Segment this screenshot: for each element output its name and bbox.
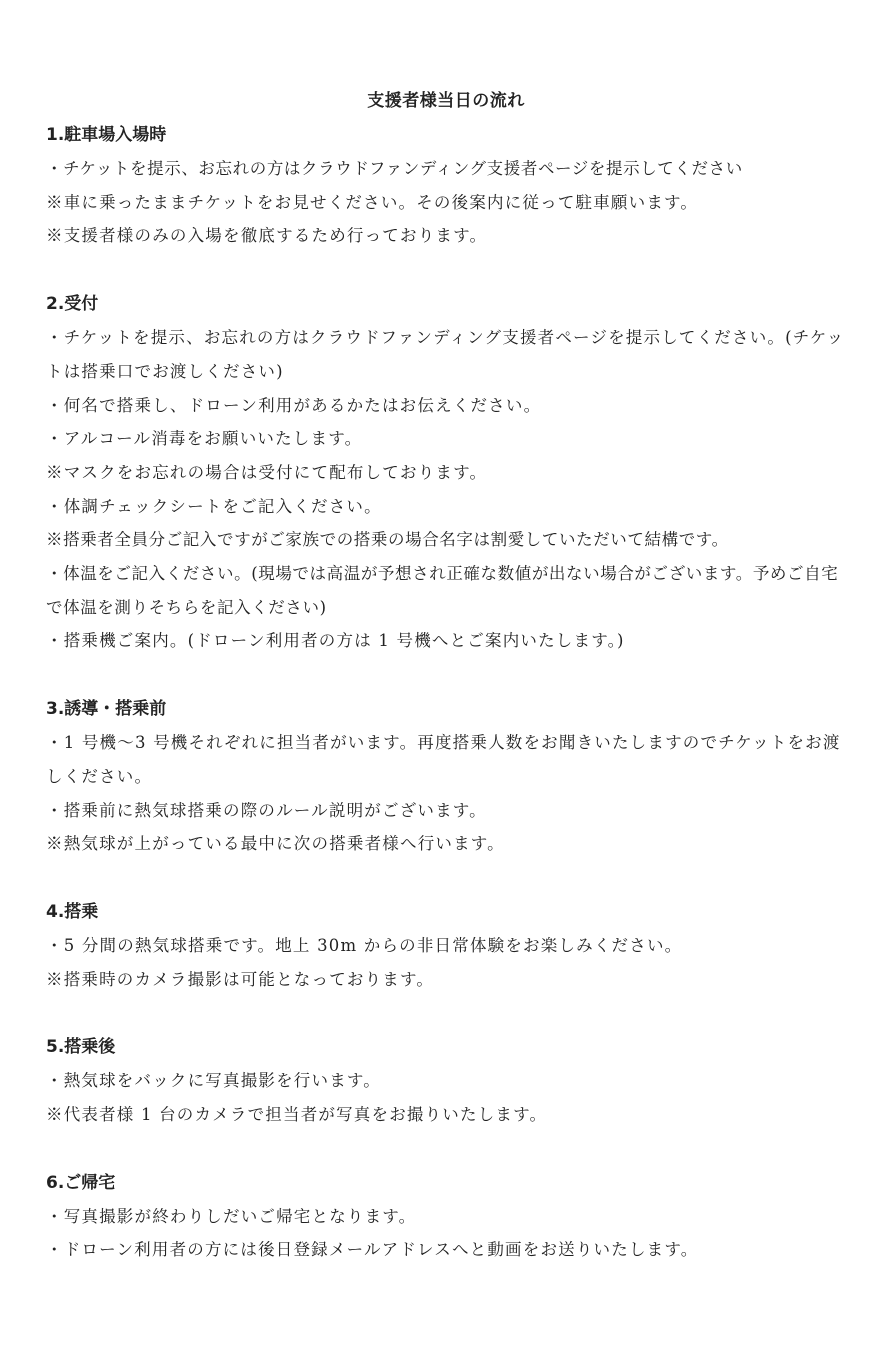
section-heading: 4.搭乗	[46, 901, 99, 922]
section-line: ・アルコール消毒をお願いいたします。	[46, 429, 363, 449]
section-line: ・熱気球をバックに写真撮影を行います。	[46, 1071, 381, 1091]
section-line: ※車に乗ったままチケットをお見せください。その後案内に従って駐車願います。	[46, 192, 699, 212]
section-line: ・体調チェックシートをご記入ください。	[46, 496, 382, 516]
section-line: ・搭乗機ご案内。(ドローン利用者の方は 1 号機へとご案内いたします。)	[46, 631, 625, 651]
section-line: ※マスクをお忘れの場合は受付にて配布しております。	[46, 462, 488, 482]
section-line: ※代表者様 1 台のカメラで担当者が写真をお撮りいたします。	[46, 1105, 548, 1125]
section-line: ・搭乗前に熱気球搭乗の際のルール説明がございます。	[46, 800, 487, 820]
section-line: ※搭乗者全員分ご記入ですがご家族での搭乗の場合名字は割愛していただいて結構です。	[46, 530, 729, 550]
section-line: ・チケットを提示、お忘れの方はクラウドファンディング支援者ページを提示してください	[46, 159, 743, 178]
section-return-home	[46, 1166, 846, 1267]
section-heading: 5.搭乗後	[46, 1037, 116, 1058]
section-line: ・体温をご記入ください。(現場では高温が予想され正確な数値が出ない場合がございます。予めご自宅で体温を測りそちらを記入ください)	[46, 564, 839, 617]
section-line: ・何名で搭乗し、ドローン利用があるかたはお伝えください。	[46, 395, 542, 415]
section-line: ・1 号機〜3 号機それぞれに担当者がいます。再度搭乗人数をお聞きいたしますのでチケットをお渡しください。	[46, 733, 841, 786]
section-line: ・ドローン利用者の方には後日登録メールアドレスへと動画をお送りいたします。	[46, 1240, 699, 1260]
section-heading: 2.受付	[46, 294, 99, 315]
section-guidance	[46, 692, 846, 861]
section-reception	[46, 287, 846, 658]
document-page	[46, 84, 846, 1267]
section-parking	[46, 118, 846, 253]
section-line: ※搭乗時のカメラ撮影は可能となっております。	[46, 969, 435, 989]
section-line: ※熱気球が上がっている最中に次の搭乗者様へ行います。	[46, 834, 505, 854]
document-title: 支援者様当日の流れ	[367, 91, 525, 111]
section-heading: 1.駐車場入場時	[46, 125, 167, 145]
section-line: ・チケットを提示、お忘れの方はクラウドファンディング支援者ページを提示してください。(チケットは搭乗口でお渡しください)	[46, 328, 845, 381]
section-line: ・5 分間の熱気球搭乗です。地上 30m からの非日常体験をお楽しみください。	[46, 935, 683, 955]
section-line: ※支援者様のみの入場を徹底するため行っております。	[46, 226, 488, 246]
section-after-boarding	[46, 1030, 846, 1131]
section-line: ・写真撮影が終わりしだいご帰宅となります。	[46, 1206, 417, 1226]
section-boarding	[46, 895, 846, 996]
section-heading: 6.ご帰宅	[46, 1172, 116, 1193]
section-heading: 3.誘導・搭乗前	[46, 699, 167, 720]
